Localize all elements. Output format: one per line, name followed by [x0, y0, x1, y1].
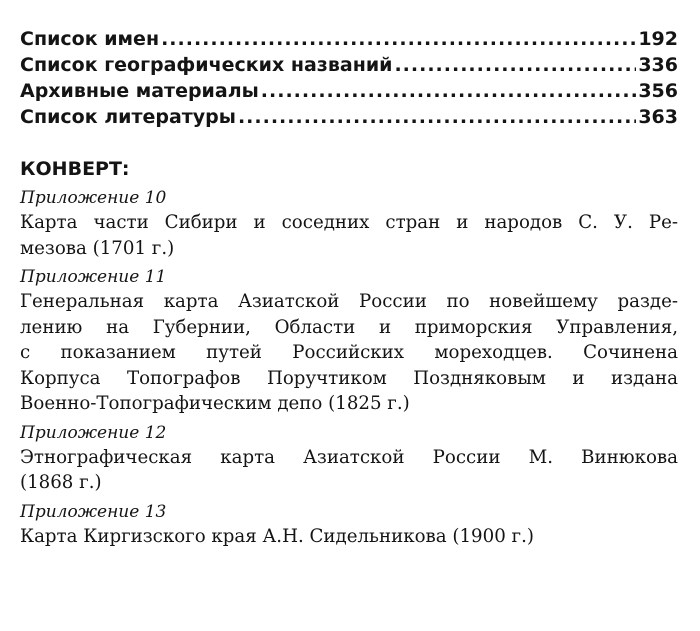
toc-entry-archives — [20, 78, 678, 104]
toc-entry-page: 356 — [638, 80, 678, 102]
toc-entry-title: Архивные материалы — [20, 80, 259, 102]
table-of-contents — [20, 26, 678, 130]
appendix-12 — [20, 421, 678, 496]
appendix-description — [20, 524, 678, 550]
toc-leader-dots — [161, 26, 636, 52]
toc-entry-title: Список литературы — [20, 106, 236, 128]
appendix-description — [20, 210, 678, 261]
toc-entry-geo-names — [20, 52, 678, 78]
appendix-label: Приложение 13 — [20, 501, 167, 522]
appendix-label: Приложение 11 — [20, 267, 167, 287]
appendix-13 — [20, 500, 678, 550]
description-line: мезова (1701 г.) — [20, 237, 175, 259]
toc-entry-title: Список имен — [20, 28, 160, 50]
toc-leader-dots — [394, 52, 636, 78]
description-line: Военно-Топографическим депо (1825 г.) — [20, 393, 410, 414]
toc-entry-page: 192 — [638, 28, 678, 50]
description-line: Карта Киргизского края А.Н. Сидельникова (1900 г.) — [20, 525, 534, 547]
toc-leader-dots — [261, 78, 637, 104]
appendix-label: Приложение 10 — [20, 188, 167, 208]
toc-entry-literature — [20, 104, 678, 130]
document-page — [20, 26, 678, 549]
appendix-description — [20, 445, 678, 496]
toc-entry-page: 363 — [638, 106, 678, 128]
envelope-heading: КОНВЕРТ: — [20, 158, 130, 180]
description-line: Корпуса Топографов Поручтиком Поздняковым и издана — [20, 367, 678, 389]
description-line: Генеральная карта Азиатской России по новейшему разде- — [20, 291, 678, 312]
toc-entry-names — [20, 26, 678, 52]
appendix-label: Приложение 12 — [20, 422, 167, 443]
toc-leader-dots — [238, 104, 636, 130]
appendix-10 — [20, 186, 678, 261]
appendix-description — [20, 289, 678, 417]
description-line: Этнографическая карта Азиатской России М. Винюкова — [20, 446, 678, 468]
description-line: с показанием путей Российских мореходцев. Сочинена — [20, 342, 678, 363]
description-line: (1868 г.) — [20, 472, 102, 493]
appendix-11 — [20, 265, 678, 417]
description-line: Карта части Сибири и соседних стран и народов С. У. Ре- — [20, 212, 678, 233]
description-line: лению на Губернии, Области и приморския Управления, — [20, 316, 678, 338]
toc-entry-page: 336 — [638, 54, 678, 76]
toc-entry-title: Список географических названий — [20, 54, 393, 76]
